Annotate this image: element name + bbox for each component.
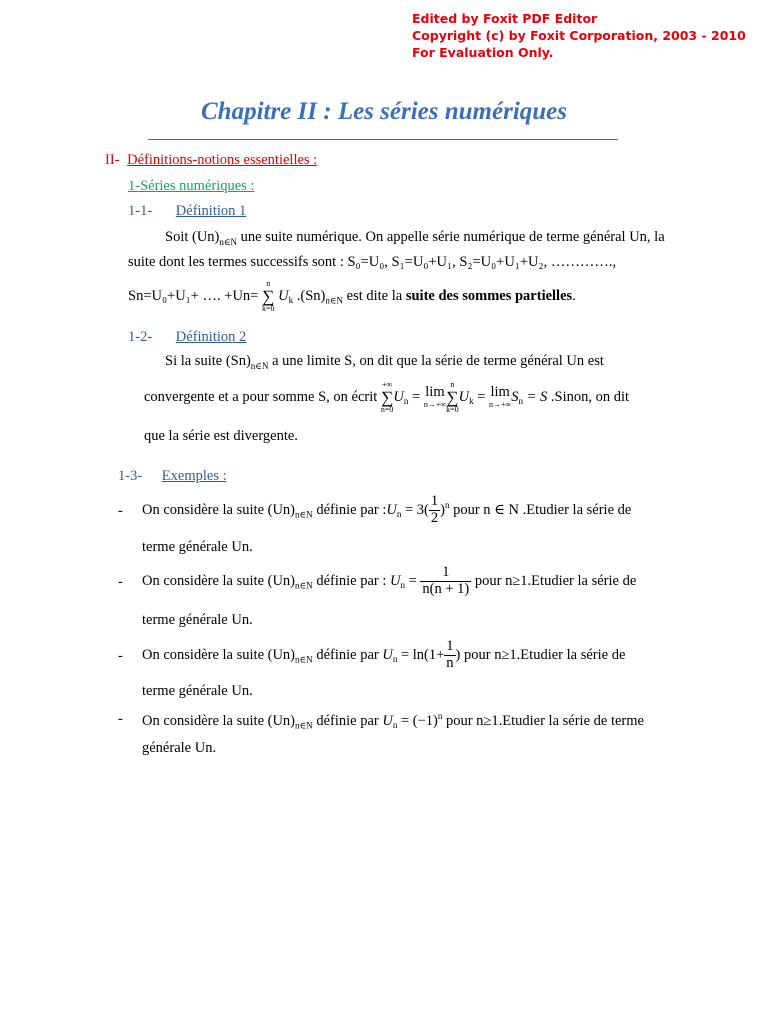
watermark [412,10,746,61]
definition-2-heading [128,329,246,346]
examples-number: 1-3- [118,468,143,484]
watermark-line-2: Copyright (c) by Foxit Corporation, 2003 - 2010 [412,28,746,43]
definition-1-heading [128,203,246,220]
page-title: Chapitre II : Les séries numériques [200,98,567,125]
watermark-line-3: For Evaluation Only. [412,45,554,60]
definition-2-title: Définition 2 [175,329,247,345]
list-item-bullet: - [118,503,123,519]
definition-2-line-2: convergente et a pour somme S, on écrit +∞ ∑ n=0 $U_n = \lim$ n→+∞ n ∑ k=0 $U_k = \lim$ n→+∞ $S_n = S$ .Sinon, on dit [144,380,630,414]
list-item-bullet: - [118,711,123,727]
sum-symbol: n ∑ k=0 [446,380,459,414]
definition-1-line-3: Sn=U₀+U₁+ …. +Un= n ∑ k=0 $U_k$ $.(Sn)_{n\in N}$ est dite la suite des sommes partielles. [128,279,576,313]
fraction: $\frac{1}{n(n + 1)}$ [422,564,470,597]
section-title: Définitions-notions essentielles : [127,152,318,168]
list-item-bullet: - [118,648,123,664]
limit-operator: lim n→+∞ [423,384,447,410]
section-heading [105,152,317,169]
watermark-line-1: Edited by Foxit PDF Editor [412,11,598,26]
example-2-line-2: terme générale Un. [142,612,253,628]
example-4-line-1: On considère la suite $(Un)_{n\in N}$ définie par $U_n = (-1)^n$ pour n≥1.Etudier la série de terme [142,711,644,731]
example-4-line-2: générale Un. [142,740,217,756]
sum-symbol: +∞ ∑ n=0 [380,380,394,414]
fraction: $\frac{1}{2}$ [430,493,439,526]
definition-2-number: 1-2- [128,329,153,345]
fraction: $\frac{1}{n}$ [446,638,454,671]
title-underline [148,139,618,140]
definition-2-line-1: Si la suite $(Sn)_{n\in N}$ a une limite S, on dit que la série de terme général Un est [165,353,604,371]
definition-1-title: Définition 1 [175,203,247,219]
example-1-line-2: terme générale Un. [142,539,253,555]
definition-1-line-1: Soit $(Un)_{n\in N}$ une suite numérique. On appelle série numérique de terme général Un, la [165,229,665,247]
partial-sums-term: suite des sommes partielles [405,287,573,304]
section-number: II- [105,152,120,168]
examples-heading [118,468,227,485]
example-3-line-2: terme générale Un. [142,683,253,699]
limit-operator: lim n→+∞ [489,384,512,410]
definition-1-line-2: suite dont les termes successifs sont : S₀=U₀, S₁=U₀+U₁, S₂=U₀+U₁+U₂, …………., [128,254,617,270]
example-3-line-1: On considère la suite $(Un)_{n\in N}$ définie par $U_n = \ln(1+$ $\frac{1}{n}$ ) pour n≥1.Etudier la série de [142,638,626,671]
example-1-line-1: On considère la suite $(Un)_{n\in N}$ définie par $:U_n = 3$( $\frac{1}{2}$ )$^n$ pour n ∈ N .Etudier la série de [142,493,632,526]
example-2-line-1: On considère la suite $(Un)_{n\in N}$ définie par : $U_n$ = $\frac{1}{n(n + 1)}$ pour n≥1.Etudier la série de [142,564,637,597]
subsection-heading: 1-Séries numériques : [128,178,255,194]
definition-1-number: 1-1- [128,203,153,219]
list-item-bullet: - [118,574,123,590]
subscript-n-in-N: n∈N [219,236,238,247]
sum-symbol: n ∑ k=0 [261,279,275,313]
examples-title: Exemples : [161,468,227,484]
definition-2-line-3: que la série est divergente. [144,428,298,444]
